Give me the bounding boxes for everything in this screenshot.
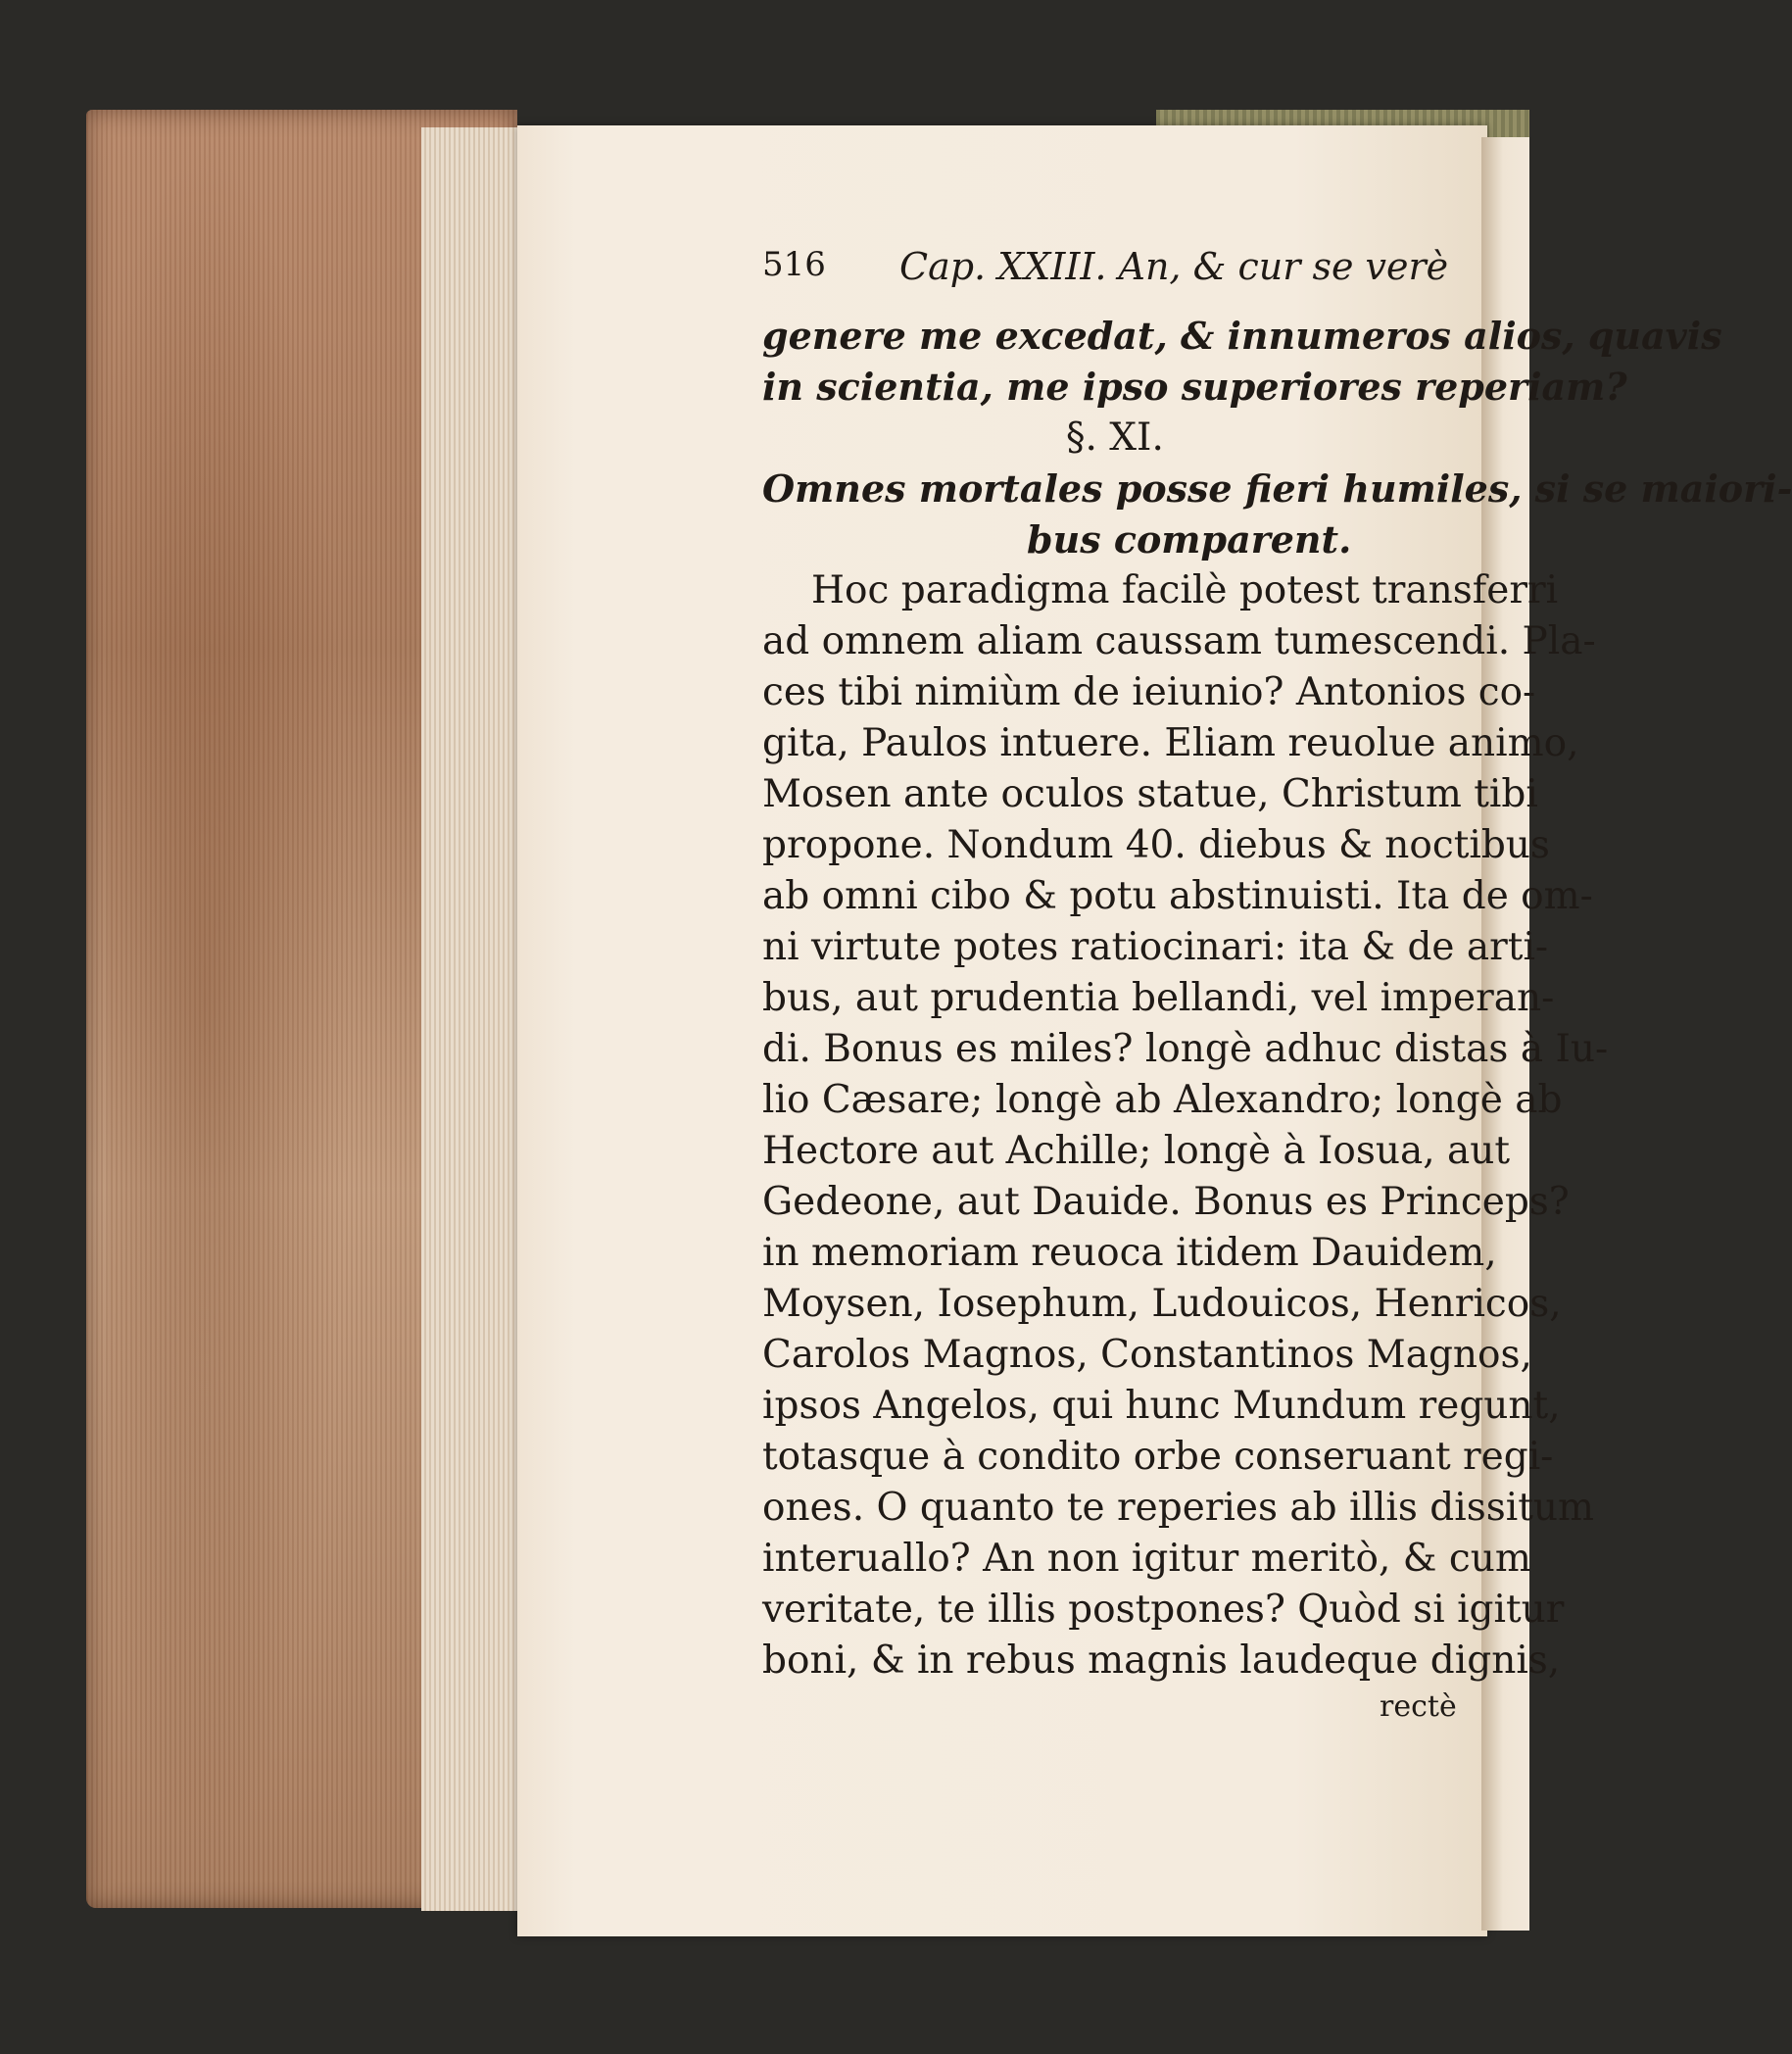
body-line: ad omnem aliam caussam tumescendi. Pla- [762,619,1596,663]
body-line: totasque à condito orbe conseruant regi- [762,1435,1554,1479]
body-line: ni virtute potes ratiocinari: ita & de arti- [762,925,1549,969]
body-line: interuallo? An non igitur meritò, & cum [762,1537,1531,1581]
body-line: gita, Paulos intuere. Eliam reuolue animo, [762,721,1579,765]
catchword: rectè [1380,1689,1457,1724]
body-line: Moysen, Iosephum, Ludouicos, Henricos, [762,1282,1562,1326]
body-line: Mosen ante oculos statue, Christum tibi [762,772,1538,816]
body-line: ipsos Angelos, qui hunc Mundum regunt, [762,1384,1561,1428]
section-heading-line: bus comparent. [1027,517,1352,562]
body-line: di. Bonus es miles? longè adhuc distas à Iu- [762,1027,1609,1071]
body-line: bus, aut prudentia bellandi, vel imperan- [762,976,1555,1020]
section-heading-line: Omnes mortales posse fieri humiles, si se maiori- [762,466,1792,511]
body-line: ces tibi nimiùm de ieiunio? Antonios co- [762,670,1536,714]
body-line: lio Cæsare; longè ab Alexandro; longè ab [762,1078,1563,1122]
body-line: in memoriam reuoca itidem Dauidem, [762,1231,1497,1275]
italic-line: genere me excedat, & innumeros alios, quavis [762,314,1722,358]
body-line: veritate, te illis postpones? Quòd si igitur [762,1588,1565,1632]
page-stack [421,127,519,1911]
body-line: Gedeone, aut Dauide. Bonus es Princeps? [762,1180,1570,1224]
edge-stain [108,137,353,1862]
body-line: Hoc paradigma facilè potest transferri [811,568,1559,612]
body-line: Hectore aut Achille; longè à Iosua, aut [762,1129,1511,1173]
italic-line: in scientia, me ipso superiores reperiam? [762,365,1627,409]
body-line: ones. O quanto te reperies ab illis dissitum [762,1486,1595,1530]
body-line: propone. Nondum 40. diebus & noctibus [762,823,1550,867]
page-number: 516 [762,245,826,284]
section-number: §. XI. [1066,416,1164,460]
body-line: ab omni cibo & potu abstinuisti. Ita de om- [762,874,1593,918]
body-line: boni, & in rebus magnis laudeque dignis, [762,1638,1561,1683]
body-line: Carolos Magnos, Constantinos Magnos, [762,1333,1532,1377]
running-head-title: Cap. XXIII. An, & cur se verè [899,245,1449,288]
